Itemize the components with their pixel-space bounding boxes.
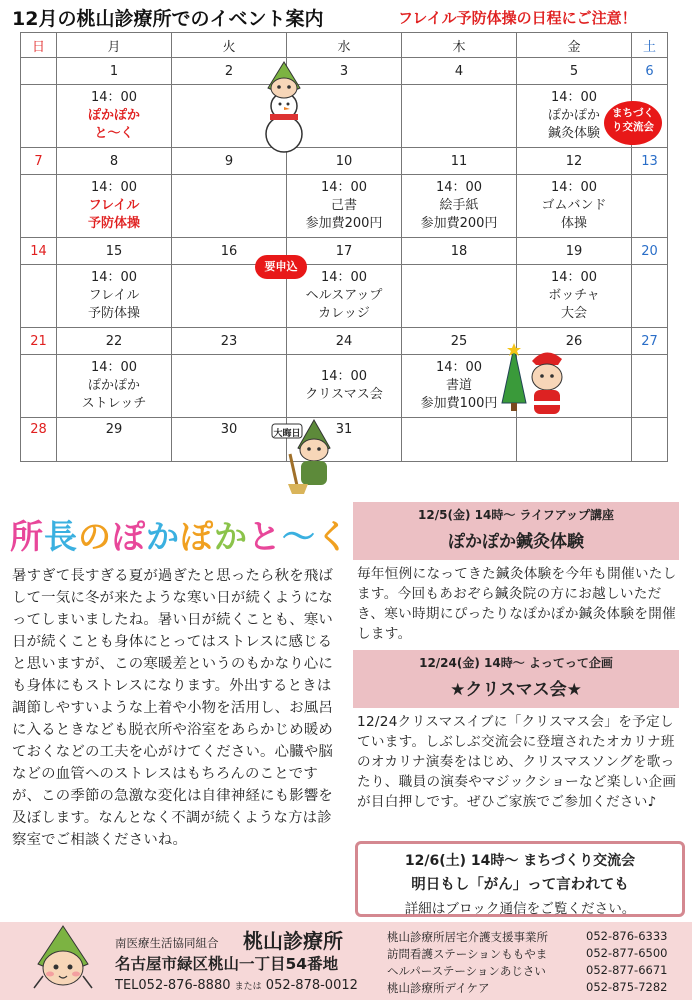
- title-char: と: [248, 517, 282, 556]
- day-event-cell: [402, 85, 517, 148]
- machizukuri-badge: [604, 101, 662, 145]
- page-title: 12月の桃山診療所でのイベント案内: [12, 8, 324, 30]
- event-line: 14：00: [90, 180, 138, 195]
- event-line: 14：00: [320, 180, 368, 195]
- event-line: 14：00: [550, 90, 598, 105]
- weekday-header: 日: [21, 33, 57, 58]
- day-number: 30: [172, 418, 287, 462]
- event-line: 14：00: [550, 270, 598, 285]
- day-number: 1: [57, 58, 172, 85]
- day-event-cell: [21, 355, 57, 418]
- day-number: 13: [632, 148, 668, 175]
- day-number: 4: [402, 58, 517, 85]
- day-number: 19: [517, 238, 632, 265]
- day-number: 15: [57, 238, 172, 265]
- day-event-cell: [21, 175, 57, 238]
- apply-badge-text: 要申込: [264, 260, 298, 273]
- machizukuri-badge-text: まちづくり交流会: [612, 107, 654, 133]
- title-char: の: [78, 517, 112, 556]
- day-number: 16: [172, 238, 287, 265]
- day-number: 12: [517, 148, 632, 175]
- clinic-phone: [115, 978, 358, 993]
- service-tel: 052-877-6500: [586, 946, 668, 960]
- event1-header: [353, 502, 679, 560]
- day-number: 17: [287, 238, 402, 265]
- service-tel: 052-877-6671: [586, 963, 668, 977]
- day-number: 18: [402, 238, 517, 265]
- event-line: ヘルスアップ: [305, 288, 383, 303]
- day-event-cell: [21, 85, 57, 148]
- service-tel: 052-875-7282: [586, 980, 668, 994]
- page-header: [0, 0, 692, 30]
- title-char: ぽ: [112, 517, 146, 556]
- day-number: [632, 418, 668, 462]
- footer: [0, 922, 692, 1000]
- title-char: ぽ: [180, 517, 214, 556]
- event-line: 14：00: [90, 270, 138, 285]
- frail-notice: フレイル予防体操の日程にご注意！: [398, 9, 637, 27]
- event-line: カレッジ: [318, 306, 370, 321]
- director-column-body: 暑すぎて長すぎる夏が過ぎたと思ったら秋を飛ばして一気に冬が来たような寒い日が続くようになってしまいましたね。暑い日が続くことも、寒い日が続くことも身体にとってはストレスに感じると思いますが、この寒暖差というのもかなり心にも身体にもストレスになります。外出するときは調節しやすいような上着や小物を活用し、お風呂に入るときなども脱衣所や浴室をあらかじめ暖めておくなどの工夫を心がけてください。心臓や脳などの血管へのストレスはもちろんのことですが、この季節の急激な変化は自律神経にも影響を及ぼします。なんとなく不調が続くような方は診察室でご相談くださいね。: [12, 568, 333, 848]
- event-line: 参加費200円: [420, 216, 498, 231]
- title-char: く: [316, 517, 350, 556]
- weekday-header: 木: [402, 33, 517, 58]
- event-line: 14：00: [550, 180, 598, 195]
- event-line: 体操: [560, 216, 587, 231]
- event-line: ぽかぽか: [547, 108, 600, 123]
- day-number: 7: [21, 148, 57, 175]
- weekday-header: 金: [517, 33, 632, 58]
- event-line: 己書: [330, 198, 357, 213]
- event-line: クリスマス会: [305, 387, 383, 402]
- day-event-cell: [172, 175, 287, 238]
- service-name: ヘルパーステーションあじさい: [387, 964, 546, 978]
- day-number: 2: [172, 58, 287, 85]
- event-line: 14：00: [435, 180, 483, 195]
- day-event-cell: [517, 265, 632, 328]
- event3-box: [355, 841, 685, 917]
- day-number: [402, 418, 517, 462]
- event1-body: 毎年恒例になってきた鍼灸体験を今年も開催いたします。今回もあおぞら鍼灸院の方にお越しいただき、寒い時期にぴったりなぽかぽか鍼灸体験を開催します。: [357, 566, 677, 642]
- event-line: 参加費200円: [305, 216, 383, 231]
- clinic-name: 桃山診療所: [243, 929, 343, 953]
- event-line: フレイル: [88, 288, 140, 303]
- event-line: 14：00: [90, 90, 138, 105]
- day-event-cell: [57, 265, 172, 328]
- service-tel: 052-876-6333: [586, 929, 668, 943]
- event-line: ぽかぽか: [87, 378, 140, 393]
- day-event-cell: [57, 355, 172, 418]
- event2-header: [353, 650, 679, 708]
- event1-subtitle: 12/5(金) 14時～ ライフアップ講座: [418, 508, 614, 522]
- event-line: 14：00: [90, 360, 138, 375]
- day-number: 21: [21, 328, 57, 355]
- day-number: 27: [632, 328, 668, 355]
- day-event-cell: [632, 355, 668, 418]
- clinic-address: 名古屋市緑区桃山一丁目54番地: [115, 955, 339, 973]
- day-event-cell: [632, 265, 668, 328]
- event3-line2: 明日もし「がん」って言われても: [411, 877, 629, 893]
- event2-subtitle: 12/24(金) 14時～ よってって企画: [419, 656, 613, 670]
- day-event-cell: [172, 355, 287, 418]
- new-years-eve-badge-text: 大晦日: [273, 429, 301, 439]
- day-number: 14: [21, 238, 57, 265]
- snowman-mascot-icon: [256, 58, 312, 154]
- director-column-title: [10, 511, 350, 558]
- clinic-mascot-icon: [28, 924, 98, 998]
- day-number: 5: [517, 58, 632, 85]
- event-line: 大会: [560, 306, 587, 321]
- event3-line3: 詳細はブロック通信をご覧ください。: [404, 901, 636, 917]
- event-line: 絵手紙: [439, 198, 479, 213]
- service-name: 桃山診療所居宅介護支援事業所: [387, 930, 548, 944]
- event-line: ぽかぽか: [87, 108, 140, 123]
- day-event-cell: [57, 85, 172, 148]
- day-number: 22: [57, 328, 172, 355]
- day-event-cell: [402, 265, 517, 328]
- event2-title: ★クリスマス会★: [450, 680, 582, 700]
- day-event-cell: [632, 175, 668, 238]
- day-number: 28: [21, 418, 57, 462]
- day-number: 31: [287, 418, 402, 462]
- day-number: 29: [57, 418, 172, 462]
- day-event-cell: [402, 175, 517, 238]
- santa-mascot-icon: [500, 343, 572, 421]
- event1-title: ぽかぽか鍼灸体験: [448, 532, 584, 552]
- day-number: 3: [287, 58, 402, 85]
- apply-badge: [255, 255, 307, 279]
- day-number: 24: [287, 328, 402, 355]
- event-line: 予防体操: [87, 216, 140, 231]
- day-number: 6: [632, 58, 668, 85]
- day-number: 26: [517, 328, 632, 355]
- title-char: か: [146, 517, 180, 556]
- day-number: [517, 418, 632, 462]
- day-number: 25: [402, 328, 517, 355]
- day-event-cell: [21, 265, 57, 328]
- tel-primary: 052-876-8880: [138, 978, 231, 993]
- weekday-header: 火: [172, 33, 287, 58]
- service-name: 訪問看護ステーションももやま: [387, 947, 548, 961]
- event-line: 書道: [445, 378, 472, 393]
- weekday-header: 月: [57, 33, 172, 58]
- day-event-cell: [517, 175, 632, 238]
- day-event-cell: [57, 175, 172, 238]
- event-line: 14：00: [435, 360, 483, 375]
- event2-body: 12/24クリスマスイブに「クリスマス会」を予定しています。しぶしぶ交流会に登壇されたオカリナ班のオカリナ演奏をはじめ、クリスマスソングを歌ったり、職員の演奏やマジックショーなど楽しい企画が目白押しです。ぜひご家族でご参加ください♪: [357, 714, 677, 810]
- service-name: 桃山診療所デイケア: [387, 981, 490, 995]
- day-number: 11: [402, 148, 517, 175]
- day-number: 20: [632, 238, 668, 265]
- event-line: 14：00: [320, 369, 368, 384]
- event-line: ボッチャ: [548, 288, 600, 303]
- new-years-eve-badge: [272, 427, 302, 441]
- event-line: 予防体操: [87, 306, 140, 321]
- event-line: 参加費100円: [420, 396, 498, 411]
- title-char: 所: [10, 517, 44, 556]
- weekday-header: 水: [287, 33, 402, 58]
- tel-secondary: 052-878-0012: [265, 978, 358, 993]
- event-line: と～く: [94, 126, 134, 141]
- event-line: ストレッチ: [81, 396, 147, 411]
- title-char: ～: [282, 517, 316, 556]
- tel-label: TEL: [115, 978, 139, 993]
- day-number: 8: [57, 148, 172, 175]
- day-number: 9: [172, 148, 287, 175]
- day-number: [21, 58, 57, 85]
- event3-line1: 12/6(土) 14時～ まちづくり交流会: [404, 853, 636, 869]
- day-number: 23: [172, 328, 287, 355]
- title-char: 長: [44, 517, 78, 556]
- day-event-cell: [287, 355, 402, 418]
- day-number: 10: [287, 148, 402, 175]
- org-name: 南医療生活協同組合: [115, 936, 219, 950]
- tel-or: または: [234, 982, 262, 992]
- event-line: 鍼灸体験: [547, 126, 600, 141]
- event-line: フレイル: [88, 198, 140, 213]
- weekday-header: 土: [632, 33, 668, 58]
- title-char: か: [214, 517, 248, 556]
- day-event-cell: [287, 175, 402, 238]
- event-line: 14：00: [320, 270, 368, 285]
- event-line: ゴムバンド: [541, 198, 607, 213]
